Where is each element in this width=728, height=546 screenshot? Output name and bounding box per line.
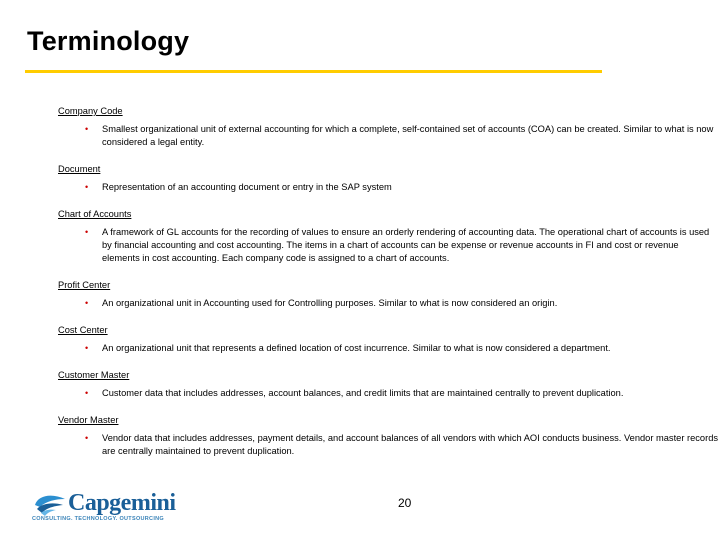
term-item — [58, 320, 718, 355]
bullet-icon: • — [85, 227, 89, 237]
slide-title: Terminology — [27, 26, 190, 56]
term-name: Customer Master — [58, 370, 130, 380]
bullet-icon: • — [85, 182, 89, 192]
term-name: Document — [58, 164, 101, 174]
logo-tagline: CONSULTING. TECHNOLOGY. OUTSOURCING — [32, 516, 165, 522]
term-item — [58, 159, 718, 194]
term-description — [58, 432, 718, 458]
bullet-icon: • — [85, 433, 89, 443]
term-description-text: Vendor data that includes addresses, payment details, and account balances of all vendors with which AOI conducts business. Vendor master records are centrally maintained to prevent duplication. — [102, 433, 719, 456]
terminology-list — [58, 101, 718, 468]
term-name: Cost Center — [58, 325, 108, 335]
title-underline — [25, 70, 602, 73]
logo-wordmark: Capgemini — [68, 490, 176, 516]
term-description-text: Customer data that includes addresses, account balances, and credit limits that are maintained centrally to prevent duplication. — [102, 388, 624, 398]
term-name: Profit Center — [58, 280, 111, 290]
term-description-text: Representation of an accounting document or entry in the SAP system — [102, 182, 392, 192]
bullet-icon: • — [85, 298, 89, 308]
term-description — [58, 181, 718, 194]
bullet-icon: • — [85, 343, 89, 353]
capgemini-logo — [32, 490, 176, 527]
term-description-text: An organizational unit in Accounting used for Controlling purposes. Similar to what is now considered an origin. — [102, 298, 558, 308]
term-description — [58, 342, 718, 355]
term-item — [58, 101, 718, 149]
term-name: Chart of Accounts — [58, 209, 132, 219]
term-name: Vendor Master — [58, 415, 119, 425]
term-item — [58, 365, 718, 400]
capgemini-spade-icon — [32, 491, 68, 517]
term-description-text: Smallest organizational unit of external accounting for which a complete, self-contained set of accounts (COA) can be created. Similar to what is now considered a legal entity. — [102, 124, 714, 147]
term-description — [58, 297, 718, 310]
term-description-text: An organizational unit that represents a defined location of cost incurrence. Similar to what is now considered a department. — [102, 343, 611, 353]
term-description-text: A framework of GL accounts for the recording of values to ensure an orderly rendering of accounting data. The operational chart of accounts is used by financial accounting and cost accounting. The items in a chart of accounts can be expense or revenue accounts in FI and cost or revenue elements in cost accounting. Each company code is assigned to a chart of accounts. — [102, 227, 710, 263]
term-item — [58, 204, 718, 265]
term-item — [58, 410, 718, 458]
term-description — [58, 387, 718, 400]
term-description — [58, 123, 718, 149]
bullet-icon: • — [85, 124, 89, 134]
page-number: 20 — [398, 496, 412, 510]
term-name: Company Code — [58, 106, 123, 116]
term-description — [58, 226, 718, 265]
bullet-icon: • — [85, 388, 89, 398]
term-item — [58, 275, 718, 310]
